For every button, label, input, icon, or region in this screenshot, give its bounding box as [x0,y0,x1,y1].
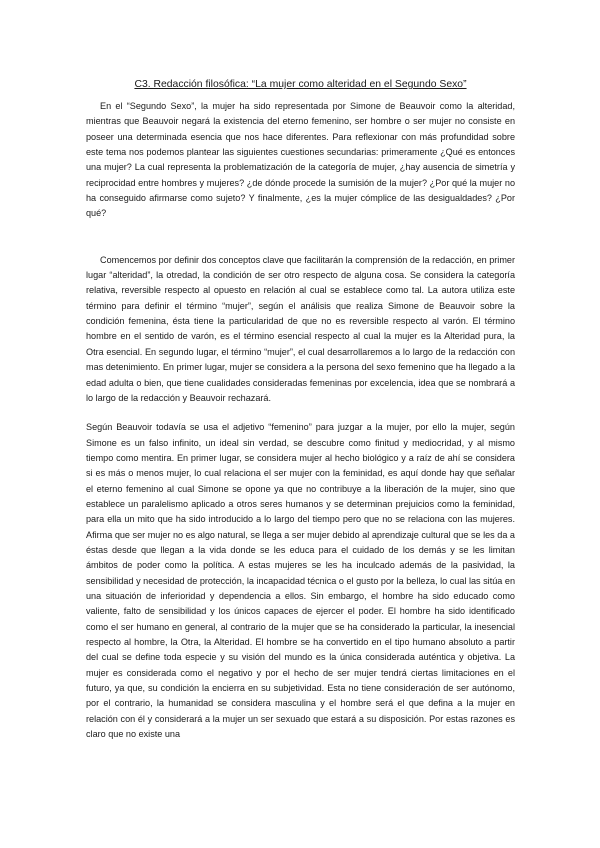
paragraph-development: Según Beauvoir todavía se usa el adjetivo “femenino” para juzgar a la mujer, por ello la mujer, según Simone es un falso infinito, un ideal sin verdad, se descubre como finitud y mediocridad, y al mismo tiempo como mentira. En primer lugar, se considera mujer al hecho biológico y a raíz de ahí se considera si es más o menos mujer, lo cual relaciona el ser mujer con la feminidad, es aquí donde hay que señalar el eterno femenino al cual Simone se opone ya que no contribuye a la liberación de la mujer, sino que establece un paralelismo aplicado a otros seres humanos y se determinan prejuicios como la feminidad, para ella un mito que ha sido introducido a lo largo del tiempo pero que no se relaciona con las mujeres. Afirma que ser mujer no es algo natural, se llega a ser mujer debido al aprendizaje cultural que se les da a éstas desde que llegan a la vida donde se les educa para el cuidado de los demás y se les limitan ámbitos de poder como la política. A estas mujeres se les ha inculcado además de la pasividad, la sensibilidad y necesidad de protección, la incapacidad técnica o el gusto por la belleza, lo cual las sitúa en una situación de inferioridad y dependencia a ellos. Sin embargo, el hombre ha sido educado como valiente, falto de sensibilidad y los únicos capaces de ejercer el poder. El hombre ha sido identificado como el ser humano en general, al contrario de la mujer que se ha considerado la particular, la inesencial respecto al hombre, la Otra, la Alteridad. El hombre se ha convertido en el tipo humano absoluto a partir del cual se define toda especie y su visión del mundo es la única considerada auténtica y objetiva. La mujer es considerada como el negativo y por el hecho de ser mujer tendrá ciertas limitaciones en el futuro, ya que, su condición la encierra en su subjetividad. Esta no tiene consideración de ser autónomo, por el contrario, la humanidad se considera masculina y el hombre será el que defina a la mujer en relación con él y considerará a la mujer un ser sexuado que estará a su disposición. Por estas razones es claro que no existe una [86,422,515,740]
paragraph-definitions: Comencemos por definir dos conceptos clave que facilitarán la comprensión de la redacción, en primer lugar “alteridad”, la otredad, la condición de ser otro respecto de alguna cosa. Se considera la categoría relativa, reversible respecto al opuesto en relación al cual se establece como tal. La autora utiliza este término para definir el término “mujer”, según el análisis que realiza Simone de Beauvoir sobre la condición femenina, ésta tiene la particularidad de que no es reversible respecto al varón. El término hombre en el sentido de varón, es el término esencial respecto al cual la mujer es la Alteridad pura, la Otra esencial. En segundo lugar, el término “mujer”, el cual desarrollaremos a lo largo de la redacción con mas detenimiento. En primer lugar, mujer se considera a la persona del sexo femenino que ha llegado a la edad adulta o bien, que tiene cualidades consideradas femeninas por excelencia, idea que se nombrará a lo largo de la redacción y Beauvoir rechazará. [86,254,515,403]
document-page [86,78,515,742]
paragraph-introduction: En el “Segundo Sexo”, la mujer ha sido representada por Simone de Beauvoir como la alteridad, mientras que Beauvoir negará la existencia del eterno femenino, ser hombre o ser mujer no consiste en poseer una determinada esencia que nos hace diferentes. Para reflexionar con más profundidad sobre este tema nos podemos plantear las siguientes cuestiones secundarias: primeramente ¿Qué es entonces una mujer? La cual representa la problematización de la categoría de mujer, ¿hay ausencia de simetría y reciprocidad entre hombres y mujeres? ¿de dónde procede la sumisión de la mujer? ¿Por qué la mujer no ha conseguido afirmarse como sujeto? Y finalmente, ¿es la mujer cómplice de las desigualdades? ¿Por qué? [86,101,515,219]
paragraph-spacer [86,222,515,253]
paragraph-spacer [86,406,515,420]
document-title: C3. Redacción filosófica: “La mujer como alteridad en el Segundo Sexo” [134,79,467,90]
